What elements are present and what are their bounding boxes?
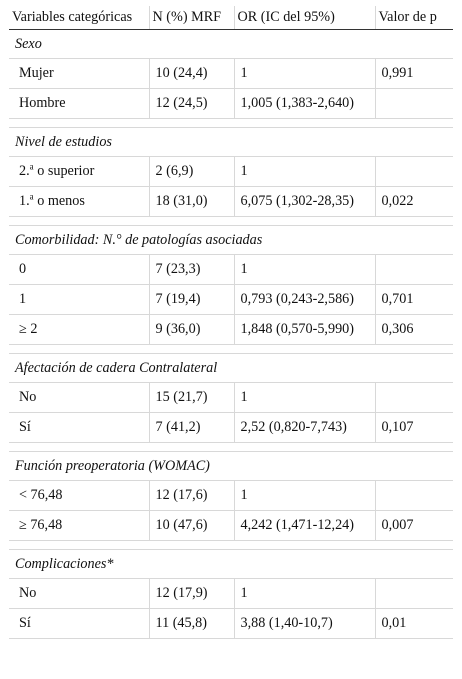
n-percent-cell: 11 (45,8)	[149, 609, 234, 639]
n-percent-cell: 7 (19,4)	[149, 285, 234, 315]
odds-ratio-cell: 0,793 (0,243-2,586)	[234, 285, 375, 315]
n-percent-cell: 12 (17,9)	[149, 579, 234, 609]
header-n-percent: N (%) MRF	[149, 6, 234, 30]
table-row	[9, 315, 453, 345]
table-row	[9, 579, 453, 609]
section-row	[9, 550, 453, 579]
group-spacer	[9, 119, 453, 128]
table-row	[9, 187, 453, 217]
section-row	[9, 128, 453, 157]
spacer-cell	[9, 541, 453, 550]
p-value-cell: 0,107	[375, 413, 453, 443]
odds-ratio-cell: 4,242 (1,471-12,24)	[234, 511, 375, 541]
n-percent-cell: 12 (17,6)	[149, 481, 234, 511]
table-row	[9, 383, 453, 413]
group-spacer	[9, 345, 453, 354]
category-cell: Sí	[9, 609, 149, 639]
table-row	[9, 413, 453, 443]
section-row	[9, 452, 453, 481]
group-spacer	[9, 541, 453, 550]
group-spacer	[9, 217, 453, 226]
p-value-cell	[375, 383, 453, 413]
results-table	[9, 6, 453, 639]
odds-ratio-cell: 1,005 (1,383-2,640)	[234, 89, 375, 119]
p-value-cell: 0,991	[375, 59, 453, 89]
spacer-cell	[9, 217, 453, 226]
category-cell: ≥ 76,48	[9, 511, 149, 541]
spacer-cell	[9, 443, 453, 452]
odds-ratio-cell: 2,52 (0,820-7,743)	[234, 413, 375, 443]
category-cell: Hombre	[9, 89, 149, 119]
odds-ratio-cell: 1	[234, 383, 375, 413]
table-body	[9, 30, 453, 639]
table-row	[9, 255, 453, 285]
p-value-cell	[375, 89, 453, 119]
odds-ratio-cell: 1	[234, 157, 375, 187]
n-percent-cell: 2 (6,9)	[149, 157, 234, 187]
spacer-cell	[9, 119, 453, 128]
header-odds-ratio: OR (IC del 95%)	[234, 6, 375, 30]
category-cell: 1	[9, 285, 149, 315]
category-cell: Mujer	[9, 59, 149, 89]
n-percent-cell: 10 (24,4)	[149, 59, 234, 89]
category-cell: ≥ 2	[9, 315, 149, 345]
table-row	[9, 157, 453, 187]
group-spacer	[9, 443, 453, 452]
n-percent-cell: 12 (24,5)	[149, 89, 234, 119]
n-percent-cell: 9 (36,0)	[149, 315, 234, 345]
category-cell: No	[9, 383, 149, 413]
category-cell: 0	[9, 255, 149, 285]
header-variables: Variables categóricas	[9, 6, 149, 30]
section-title: Sexo	[9, 30, 453, 59]
table-row	[9, 89, 453, 119]
category-cell: No	[9, 579, 149, 609]
spacer-cell	[9, 345, 453, 354]
odds-ratio-cell: 1,848 (0,570-5,990)	[234, 315, 375, 345]
table-row	[9, 609, 453, 639]
table-row	[9, 59, 453, 89]
p-value-cell	[375, 157, 453, 187]
p-value-cell: 0,701	[375, 285, 453, 315]
category-cell: Sí	[9, 413, 149, 443]
odds-ratio-cell: 1	[234, 255, 375, 285]
ordinal-indicator: a	[29, 191, 34, 202]
odds-ratio-cell: 3,88 (1,40-10,7)	[234, 609, 375, 639]
p-value-cell: 0,306	[375, 315, 453, 345]
ordinal-indicator: a	[29, 161, 34, 172]
p-value-cell: 0,022	[375, 187, 453, 217]
n-percent-cell: 7 (23,3)	[149, 255, 234, 285]
n-percent-cell: 10 (47,6)	[149, 511, 234, 541]
p-value-cell: 0,01	[375, 609, 453, 639]
section-title: Comorbilidad: N.° de patologías asociadas	[9, 226, 453, 255]
n-percent-cell: 7 (41,2)	[149, 413, 234, 443]
section-title: Función preoperatoria (WOMAC)	[9, 452, 453, 481]
category-cell: 2.$^a$ o superior	[9, 157, 149, 187]
section-title: Nivel de estudios	[9, 128, 453, 157]
n-percent-cell: 18 (31,0)	[149, 187, 234, 217]
section-row	[9, 226, 453, 255]
category-cell: < 76,48	[9, 481, 149, 511]
section-row	[9, 30, 453, 59]
table-header-row	[9, 6, 453, 30]
section-title: Afectación de cadera Contralateral	[9, 354, 453, 383]
category-cell: 1.$^a$ o menos	[9, 187, 149, 217]
results-table-container	[9, 6, 453, 639]
table-row	[9, 481, 453, 511]
odds-ratio-cell: 1	[234, 579, 375, 609]
odds-ratio-cell: 1	[234, 59, 375, 89]
section-title: Complicaciones*	[9, 550, 453, 579]
odds-ratio-cell: 6,075 (1,302-28,35)	[234, 187, 375, 217]
p-value-cell: 0,007	[375, 511, 453, 541]
table-row	[9, 511, 453, 541]
p-value-cell	[375, 481, 453, 511]
odds-ratio-cell: 1	[234, 481, 375, 511]
p-value-cell	[375, 255, 453, 285]
section-row	[9, 354, 453, 383]
header-p-value: Valor de p	[375, 6, 453, 30]
table-row	[9, 285, 453, 315]
p-value-cell	[375, 579, 453, 609]
n-percent-cell: 15 (21,7)	[149, 383, 234, 413]
